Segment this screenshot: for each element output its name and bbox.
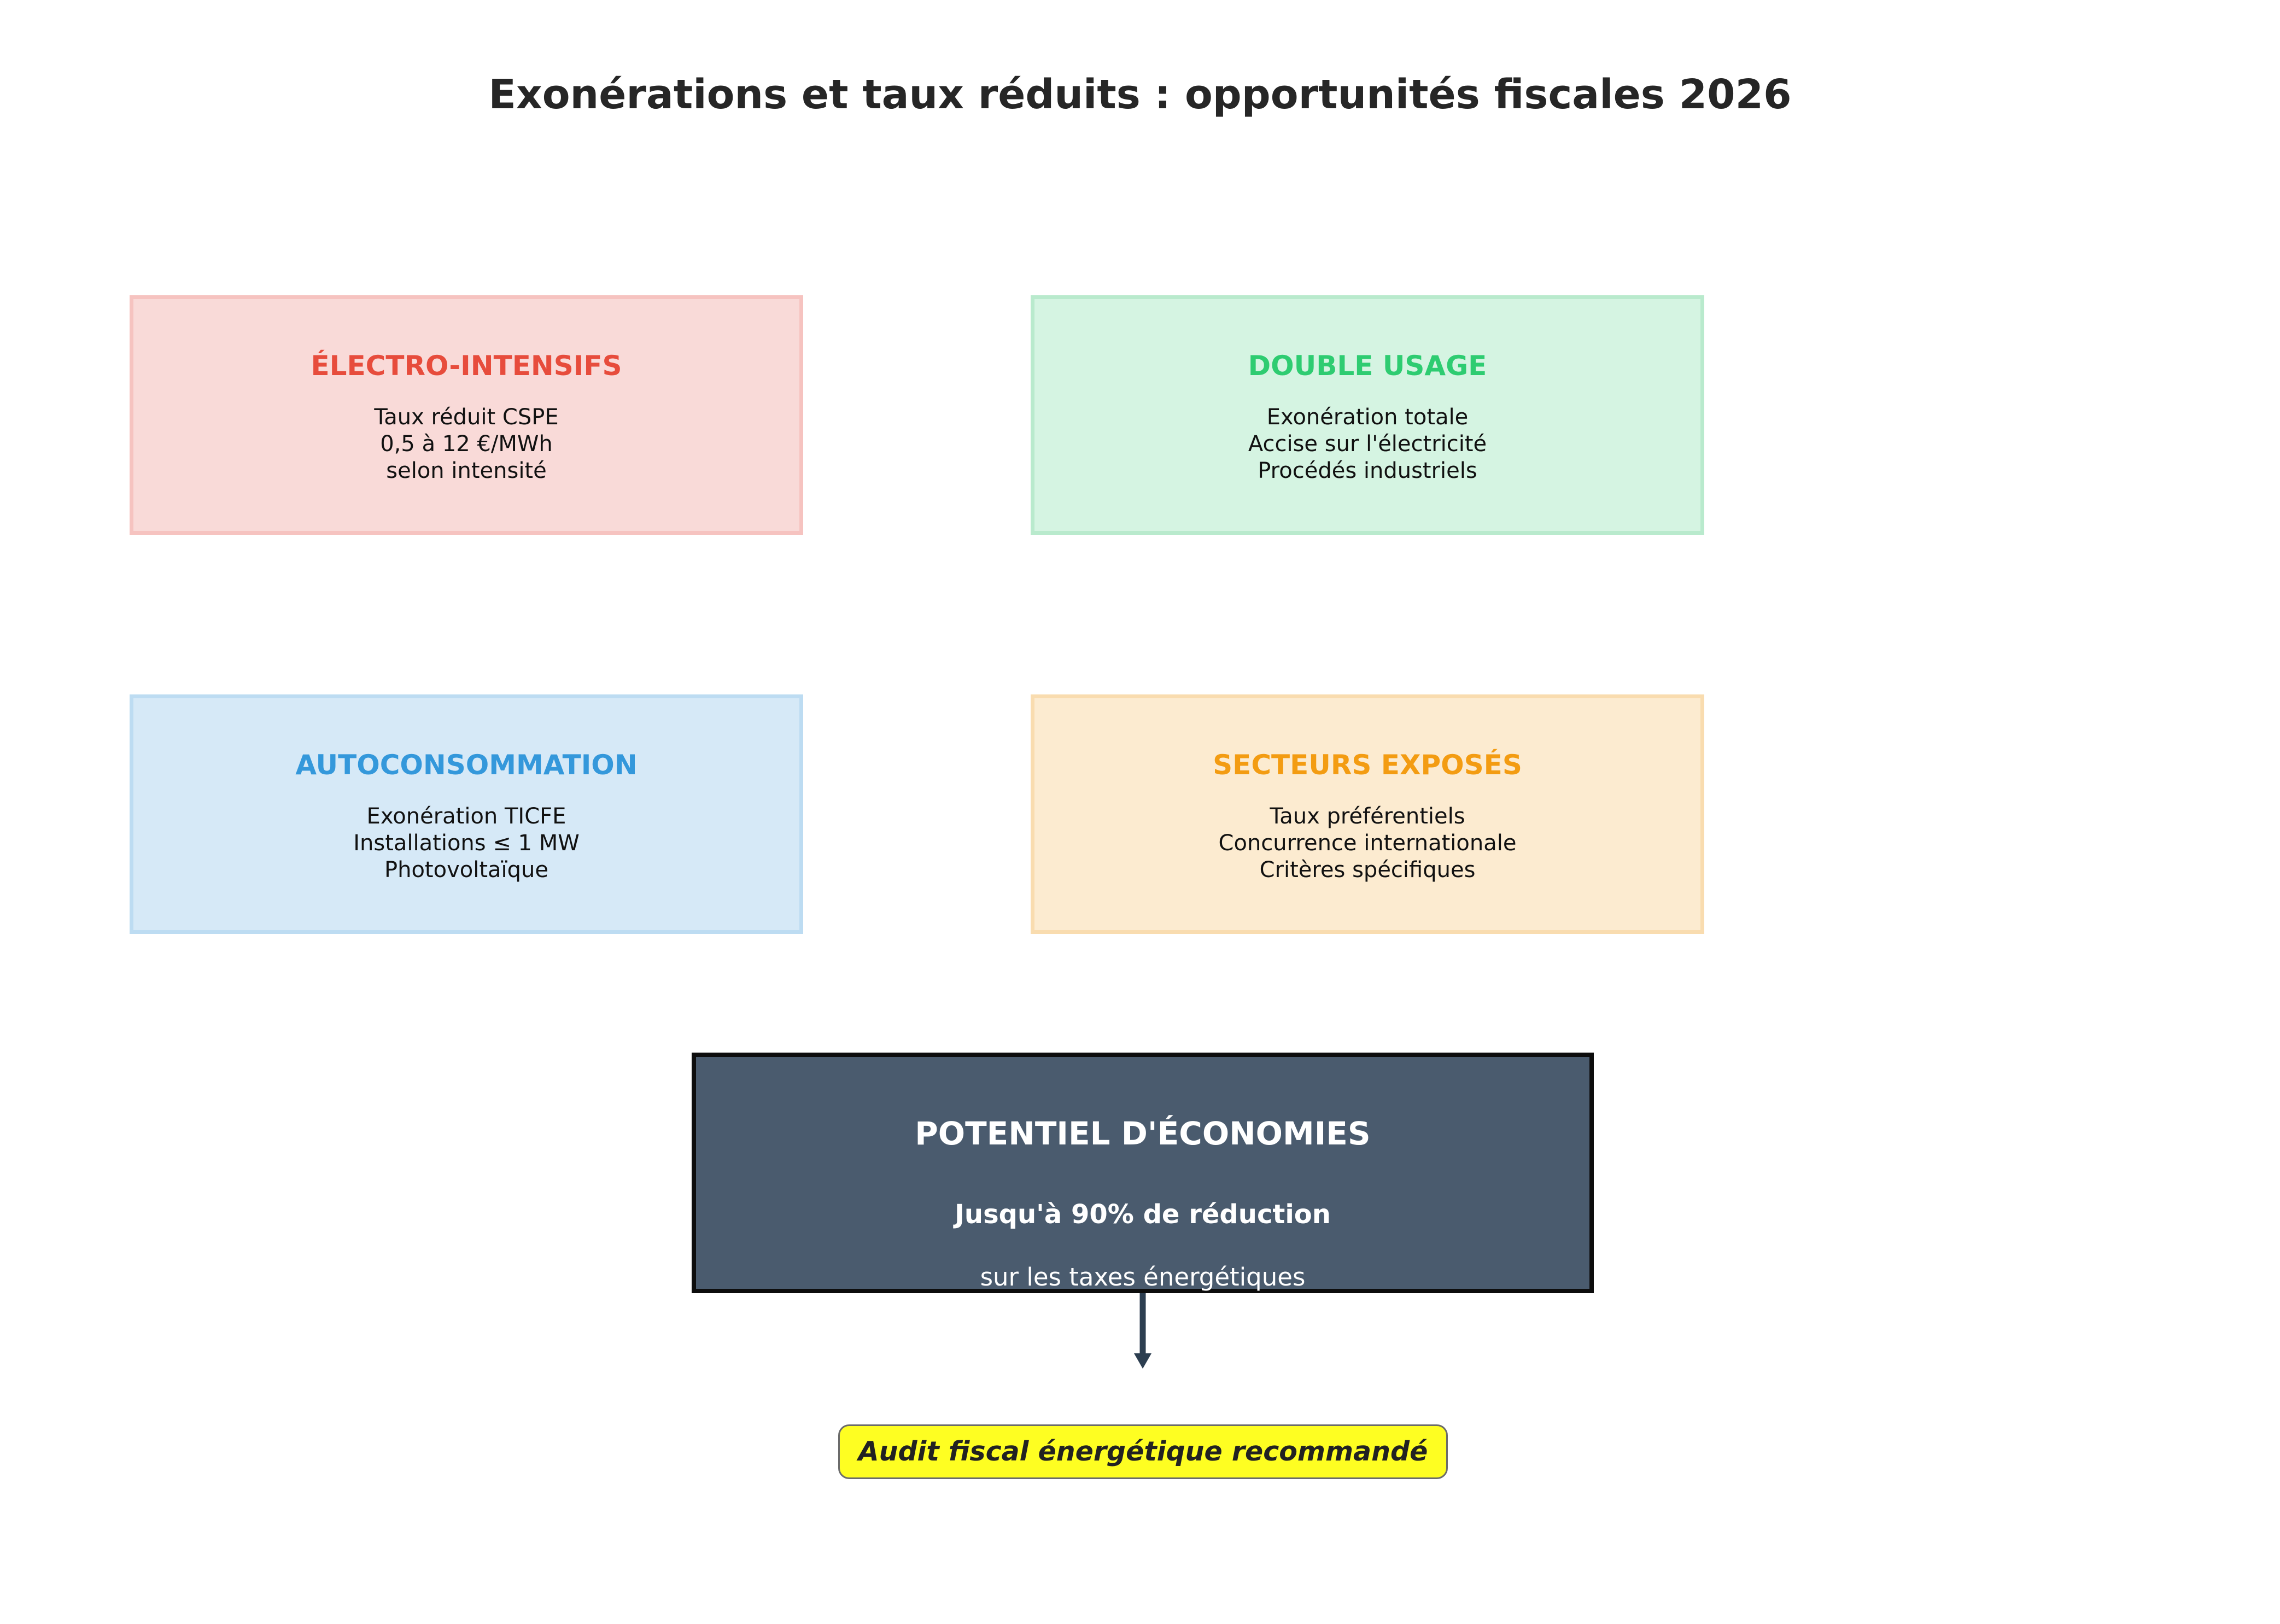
- summary-highlight: Jusqu'à 90% de réduction: [955, 1199, 1331, 1230]
- audit-recommendation-badge: Audit fiscal énergétique recommandé: [838, 1424, 1448, 1479]
- card-line: Installations ≤ 1 MW: [353, 831, 580, 856]
- card-line: Procédés industriels: [1258, 458, 1477, 483]
- card-line: Exonération totale: [1266, 405, 1469, 430]
- card-secteurs-exposes: [1031, 694, 1704, 934]
- card-line: Critères spécifiques: [1259, 857, 1476, 883]
- card-line: Accise sur l'électricité: [1248, 431, 1487, 457]
- summary-subtitle: sur les taxes énergétiques: [980, 1263, 1306, 1292]
- card-line: Exonération TICFE: [366, 804, 566, 829]
- card-line: selon intensité: [386, 458, 547, 483]
- card-title: ÉLECTRO-INTENSIFS: [311, 350, 622, 382]
- card-double-usage: [1031, 295, 1704, 535]
- card-autoconsommation: [130, 694, 803, 934]
- card-line: 0,5 à 12 €/MWh: [380, 431, 553, 457]
- card-title: SECTEURS EXPOSÉS: [1213, 749, 1522, 781]
- card-title: AUTOCONSOMMATION: [295, 749, 638, 781]
- card-line: Photovoltaïque: [384, 857, 549, 883]
- card-line: Taux préférentiels: [1270, 804, 1465, 829]
- summary-title: POTENTIEL D'ÉCONOMIES: [915, 1115, 1371, 1152]
- card-electro-intensifs: [130, 295, 803, 535]
- card-line: Concurrence internationale: [1218, 831, 1517, 856]
- page-title: Exonérations et taux réduits : opportunités fiscales 2026: [488, 71, 1792, 118]
- card-line: Taux réduit CSPE: [374, 405, 559, 430]
- down-arrow-icon: [1126, 1293, 1159, 1370]
- card-title: DOUBLE USAGE: [1248, 350, 1487, 382]
- savings-summary-box: [692, 1053, 1594, 1293]
